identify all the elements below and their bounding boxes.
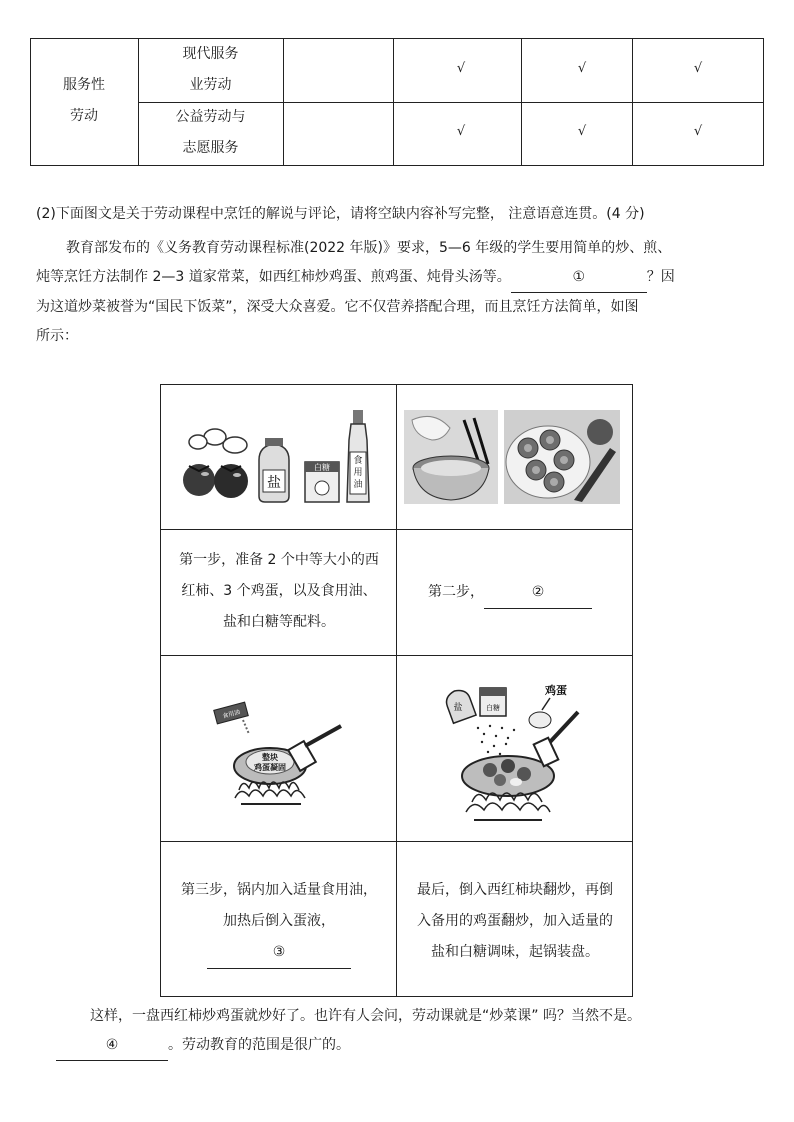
step1-line: 红柿、3 个鸡蛋，以及食用油、 xyxy=(181,583,377,599)
salt-shaker-icon xyxy=(443,687,476,723)
step1-line: 第一步，准备 2 个中等大小的西 xyxy=(179,552,379,568)
check-mark: √ xyxy=(577,61,587,76)
category-line: 服务性 xyxy=(63,77,105,93)
blank-2[interactable] xyxy=(484,577,592,609)
sugar-box-icon xyxy=(305,462,339,502)
item-line: 业劳动 xyxy=(189,77,232,93)
blank-1-marker: ① xyxy=(572,269,585,285)
spatula-icon xyxy=(288,726,341,771)
step3-blank-line xyxy=(166,937,392,969)
step4-text xyxy=(402,875,628,968)
blank-4-marker: ④ xyxy=(105,1037,119,1053)
svg-text:用: 用 xyxy=(353,468,363,478)
egg-icon xyxy=(189,429,247,453)
ingredients-illustration xyxy=(175,400,385,510)
item-cell xyxy=(138,102,283,164)
blank-3-marker: ③ xyxy=(272,944,286,960)
closing-paragraph xyxy=(36,1002,776,1061)
step3-line: 第三步，锅内加入适量食用油， xyxy=(181,882,377,898)
item-line: 现代服务 xyxy=(182,46,239,62)
egg-label-arrow xyxy=(529,683,567,728)
intro-text: 炖等烹饪方法制作 2—3 道家常菜，如西红柿炒鸡蛋、煎鸡蛋、炖骨头汤等。 xyxy=(36,269,511,285)
item-line: 公益劳动与 xyxy=(175,109,246,125)
blank-3[interactable] xyxy=(207,937,351,969)
svg-text:鸡蛋凝固: 鸡蛋凝固 xyxy=(254,763,286,772)
check-mark: √ xyxy=(693,124,703,139)
step1-line: 盐和白糖等配料。 xyxy=(223,614,335,630)
svg-text:整块: 整块 xyxy=(262,753,278,762)
step3-line: 加热后倒入蛋液， xyxy=(223,913,335,929)
closing-line xyxy=(36,1031,776,1061)
oil-bottle-icon xyxy=(347,410,369,502)
blank-2-marker: ② xyxy=(531,584,545,600)
sugar-label: 白糖 xyxy=(314,463,330,472)
blank-4[interactable] xyxy=(56,1031,168,1061)
salt-shaker-icon xyxy=(259,438,289,502)
svg-text:油: 油 xyxy=(353,480,363,490)
wok-icon xyxy=(462,756,554,796)
svg-text:盐: 盐 xyxy=(453,703,463,713)
tomato-icon xyxy=(183,464,248,498)
check-mark: √ xyxy=(577,124,587,139)
frying-egg-illustration xyxy=(205,698,355,808)
svg-text:食: 食 xyxy=(353,456,363,466)
salt-label: 盐 xyxy=(267,475,281,491)
stir-fry-illustration xyxy=(438,682,598,824)
svg-text:食用油: 食用油 xyxy=(221,708,241,721)
svg-text:白糖: 白糖 xyxy=(486,704,500,712)
item-line: 志愿服务 xyxy=(182,140,239,156)
step2-prefix: 第二步， xyxy=(428,584,484,600)
intro-paragraph xyxy=(36,234,761,351)
step1-text xyxy=(166,545,392,638)
step2-text xyxy=(428,577,592,609)
closing-line: 这样，一盘西红柿炒鸡蛋就炒好了。也许有人会问，劳动课就是“炒菜课” 吗？当然不是。 xyxy=(90,1008,641,1024)
question-prompt: (2)下面图文是关于劳动课程中烹饪的解说与评论，请将空缺内容补写完整， 注意语意连贯。(4 分) xyxy=(36,206,645,222)
flame-icon xyxy=(235,782,305,804)
intro-line: 所示： xyxy=(36,328,78,344)
oil-bottle-icon xyxy=(214,702,249,734)
svg-text:鸡蛋: 鸡蛋 xyxy=(545,684,567,697)
category-line: 劳动 xyxy=(70,108,98,124)
intro-line xyxy=(36,263,761,293)
check-mark: √ xyxy=(456,61,466,76)
flame-icon xyxy=(466,793,550,820)
check-mark: √ xyxy=(456,124,466,139)
intro-line: 教育部发布的《义务教育劳动课程标准(2022 年版)》要求，5—6 年级的学生要用简单的炒、煎、 xyxy=(66,240,672,256)
step4-line: 最后，倒入西红柿块翻炒，再倒 xyxy=(417,882,613,898)
step4-line: 入备用的鸡蛋翻炒，加入适量的 xyxy=(417,913,613,929)
blank-1[interactable] xyxy=(511,263,647,293)
step3-text xyxy=(166,875,392,969)
step4-line: 盐和白糖调味，起锅装盘。 xyxy=(431,944,599,960)
intro-text: ？因 xyxy=(646,269,675,285)
check-mark: √ xyxy=(693,61,703,76)
item-cell xyxy=(138,39,283,101)
prep-photos xyxy=(404,410,620,504)
closing-text: 。劳动教育的范围是很广的。 xyxy=(168,1037,350,1053)
intro-line: 为这道炒菜被誉为“国民下饭菜”，深受大众喜爱。它不仅营养搭配合理，而且烹饪方法简单，如图 xyxy=(36,299,639,315)
category-cell xyxy=(30,70,138,132)
sugar-box-icon xyxy=(480,688,506,716)
seasoning-dots xyxy=(477,725,515,755)
